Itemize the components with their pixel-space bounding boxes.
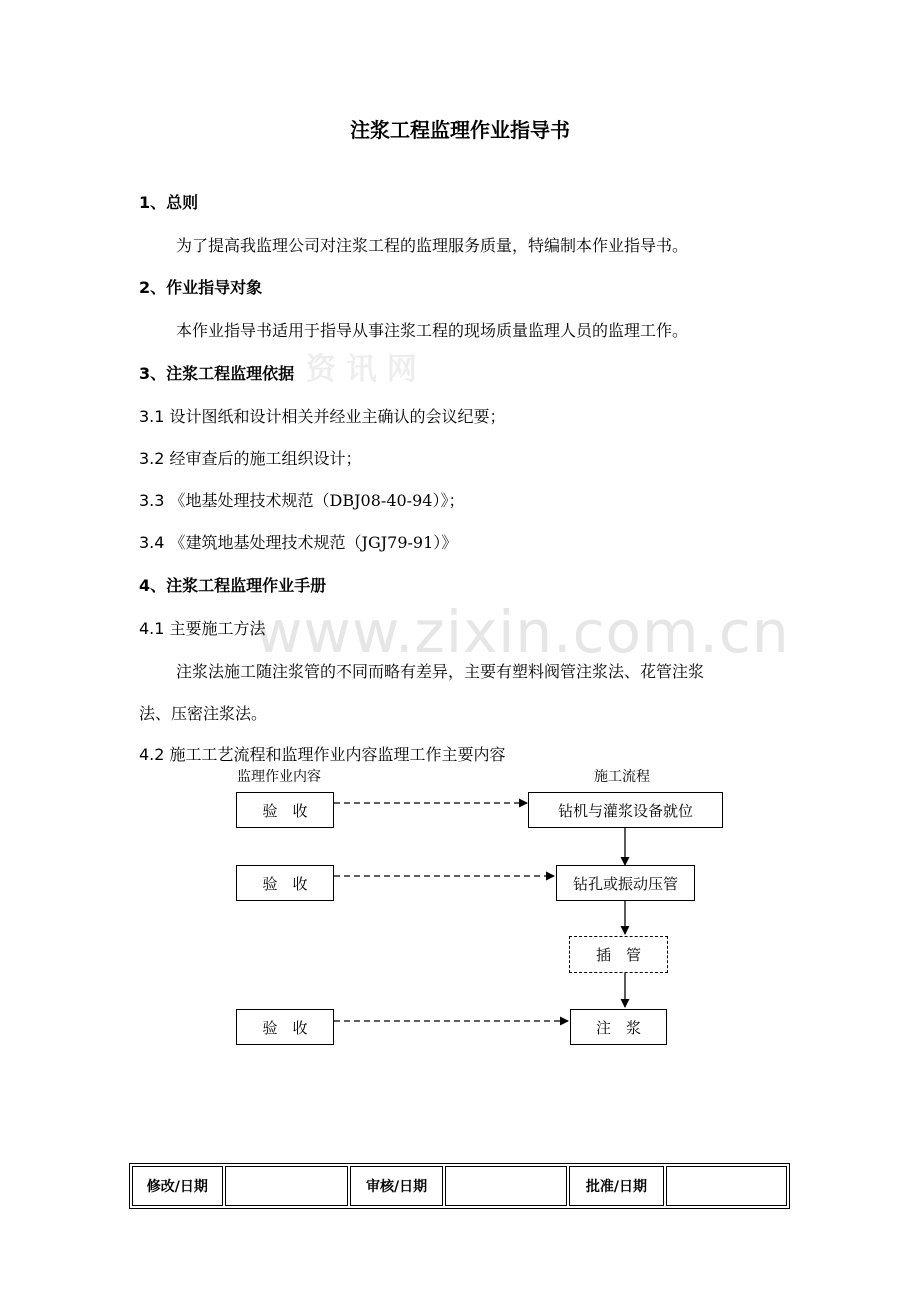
- revision-date-field: [225, 1166, 349, 1206]
- reference-number: 3.4: [139, 533, 165, 552]
- process-step-label: 钻孔或振动压管: [572, 874, 678, 893]
- reference-text: 经审查后的施工组织设计；: [169, 449, 362, 468]
- inspection-box-2: [236, 865, 334, 901]
- reference-number: 3.1: [139, 407, 165, 426]
- section-1-text: 为了提高我监理公司对注浆工程的监理服务质量，特编制本作业指导书。: [176, 236, 689, 255]
- approval-date-label: 批准/日期: [569, 1166, 665, 1206]
- flow-left-header: 监理作业内容: [237, 769, 321, 785]
- flow-right-header: 施工流程: [594, 769, 650, 785]
- approval-date-field: [666, 1166, 787, 1206]
- table-row: [132, 1166, 787, 1206]
- process-step-4: [570, 1009, 667, 1045]
- inspection-label: 验 收: [262, 801, 308, 820]
- section-1-heading: 1、总则: [139, 193, 199, 212]
- inspection-label: 验 收: [262, 874, 308, 893]
- section-4-2-heading: 4.2 施工工艺流程和监理作业内容监理工作主要内容: [139, 745, 506, 764]
- process-step-1: [528, 792, 723, 828]
- watermark: www.zixin.com.cn: [255, 598, 790, 666]
- revision-date-label: 修改/日期: [132, 1166, 223, 1206]
- reference-text: 《建筑地基处理技术规范（JGJ79-91）》: [169, 533, 458, 552]
- process-step-label: 注 浆: [595, 1018, 641, 1037]
- process-step-label: 插 管: [595, 946, 641, 964]
- reference-text: 《地基处理技术规范（DBJ08-40-94）》；: [169, 491, 465, 510]
- document-title: 注浆工程监理作业指导书: [350, 118, 570, 142]
- process-step-3: [569, 936, 668, 973]
- watermark-small: 资 讯 网: [306, 352, 417, 387]
- section-4-1-text-line2: 法、压密注浆法。: [139, 704, 268, 723]
- inspection-box-1: [236, 792, 334, 828]
- section-4-1-heading: 4.1 主要施工方法: [139, 619, 266, 638]
- process-step-2: [556, 865, 695, 901]
- reference-number: 3.2: [139, 449, 165, 468]
- inspection-label: 验 收: [262, 1018, 308, 1037]
- signature-table: [129, 1163, 790, 1209]
- reference-text: 设计图纸和设计相关并经业主确认的会议纪要；: [169, 407, 506, 426]
- section-3-heading: 3、注浆工程监理依据: [139, 364, 295, 383]
- section-2-text: 本作业指导书适用于指导从事注浆工程的现场质量监理人员的监理工作。: [176, 321, 689, 340]
- section-4-1-text-line1: 注浆法施工随注浆管的不同而略有差异，主要有塑料阀管注浆法、花管注浆: [176, 662, 705, 681]
- review-date-label: 审核/日期: [350, 1166, 443, 1206]
- section-4-heading: 4、注浆工程监理作业手册: [139, 576, 327, 595]
- review-date-field: [445, 1166, 567, 1206]
- reference-number: 3.3: [139, 491, 165, 510]
- section-2-heading: 2、作业指导对象: [139, 278, 263, 297]
- process-step-label: 钻机与灌浆设备就位: [557, 801, 693, 820]
- inspection-box-3: [236, 1009, 334, 1045]
